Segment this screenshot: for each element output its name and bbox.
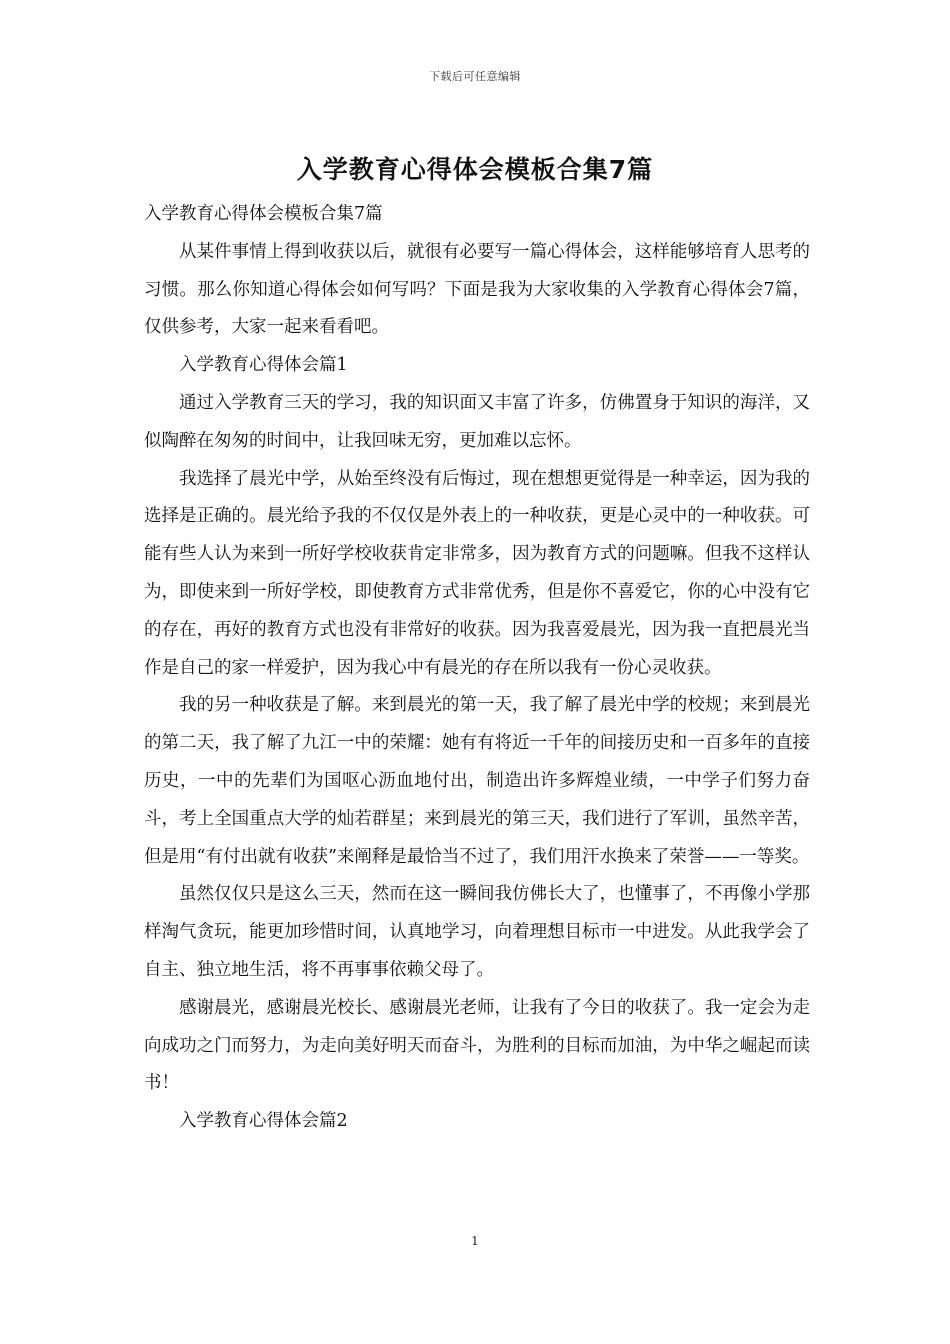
document-body: [144, 196, 810, 1141]
document-title: 入学教育心得体会模板合集7篇: [296, 155, 654, 184]
paragraph: 我的另一种收获是了解。来到晨光的第一天，我了解了晨光中学的校规；来到晨光的第二天，我了解了九江一中的荣耀：她有有将近一千年的间接历史和一百多年的直接历史，一中的先辈们为国呕心沥血地付出，制造出许多辉煌业绩，一中学子们努力奋斗，考上全国重点大学的灿若群星；来到晨光的第三天，我们进行了军训，虽然辛苦，但是用“有付出就有收获”来阐释是最恰当不过了，我们用汗水换来了荣誉——一等奖。: [144, 695, 810, 867]
paragraph: 通过入学教育三天的学习，我的知识面又丰富了许多，仿佛置身于知识的海洋，又似陶醉在匆匆的时间中，让我回味无穷，更加难以忘怀。: [144, 392, 810, 451]
header-note: 下载后可任意编辑: [429, 70, 521, 83]
section-heading-1: 入学教育心得体会篇1: [179, 355, 348, 376]
paragraph: 虽然仅仅只是这么三天，然而在这一瞬间我仿佛长大了，也懂事了，不再像小学那样淘气贪玩，能更加珍惜时间，认真地学习，向着理想目标市一中进发。从此我学会了自主、独立地生活，将不再事事依赖父母了。: [144, 884, 810, 980]
page-number: 1: [471, 1234, 479, 1248]
paragraph: 感谢晨光，感谢晨光校长、感谢晨光老师，让我有了今日的收获了。我一定会为走向成功之门而努力，为走向美好明天而奋斗，为胜利的目标而加油，为中华之崛起而读书！: [144, 997, 810, 1094]
paragraph-subtitle: 入学教育心得体会模板合集7篇: [144, 204, 383, 224]
section-heading-2: 入学教育心得体会篇2: [179, 1111, 348, 1132]
paragraph-intro: 从某件事情上得到收获以后，就很有必要写一篇心得体会，这样能够培育人思考的习惯。那么你知道心得体会如何写吗？下面是我为大家收集的入学教育心得体会7篇，仅供参考，大家一起来看看吧。: [144, 241, 810, 338]
paragraph: 我选择了晨光中学，从始至终没有后悔过，现在想想更觉得是一种幸运，因为我的选择是正确的。晨光给予我的不仅仅是外表上的一种收获，更是心灵中的一种收获。可能有些人认为来到一所好学校收获肯定非常多，因为教育方式的问题嘛。但我不这样认为，即使来到一所好学校，即使教育方式非常优秀，但是你不喜爱它，你的心中没有它的存在，再好的教育方式也没有非常好的收获。因为我喜爱晨光，因为我一直把晨光当作是自己的家一样爱护，因为我心中有晨光的存在所以我有一份心灵收获。: [144, 468, 810, 678]
